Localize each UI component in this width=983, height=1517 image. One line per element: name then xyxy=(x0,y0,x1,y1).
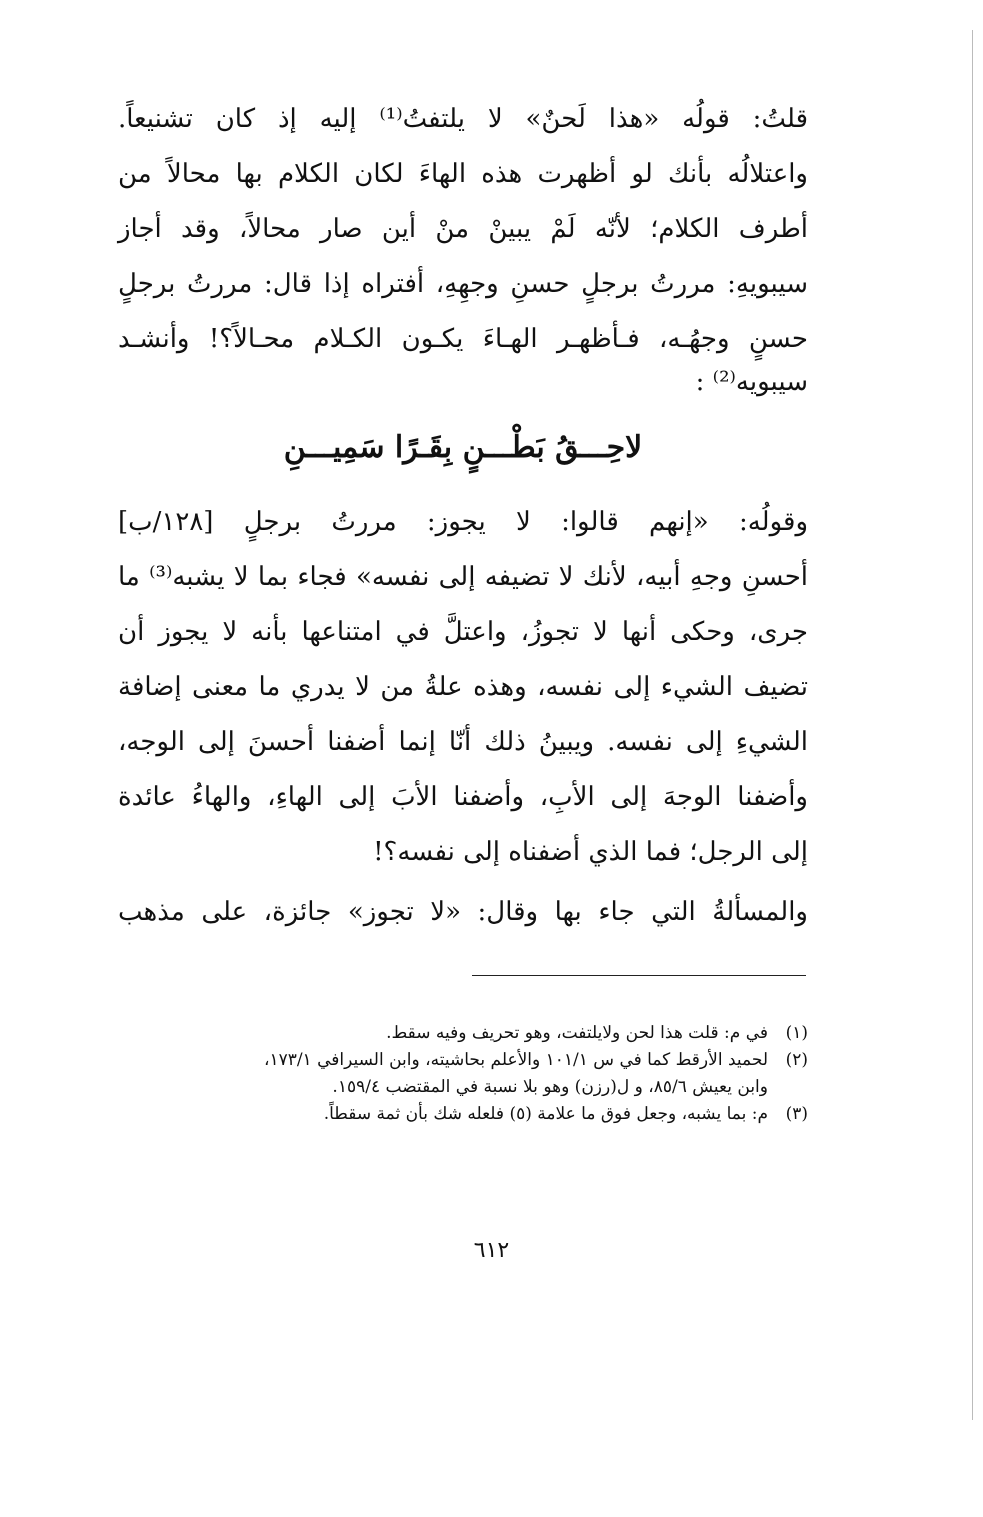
footnote-line: لحميد الأرقط كما في س ١٠١/١ والأعلم بحاشيته، وابن السيرافي ١٧٣/١، xyxy=(263,1050,768,1070)
footnote-line: وابن يعيش ٨٥/٦، و ل(رزن) وهو بلا نسبة في المقتضب ١٥٩/٤. xyxy=(332,1077,768,1097)
footnote-text xyxy=(118,1101,768,1128)
text-line: أطرف الكلام؛ لأنّه لَمْ يبينْ منْ أين صار محالاً، وقد أجاز xyxy=(118,214,808,244)
footnote-number: (٣) xyxy=(785,1104,808,1124)
paragraph-1 xyxy=(118,92,808,397)
text-line: تضيف الشيء إلى نفسه، وهذه علةُ من لا يدري ما معنى إضافة xyxy=(118,672,808,702)
footnote-line: في م: قلت هذا لحن ولايلتفت، وهو تحريف وفيه سقط. xyxy=(386,1023,768,1043)
text-line: سيبويهِ: مررتُ برجلٍ حسنِ وجهِهِ، أفتراه إذا قال: مررتُ برجلٍ xyxy=(118,269,808,299)
footnote-text xyxy=(118,1047,768,1101)
footnotes xyxy=(118,1020,808,1128)
page-number: ٦١٢ xyxy=(473,1238,510,1263)
paragraph-2 xyxy=(118,495,808,880)
footnote-1 xyxy=(118,1020,808,1047)
text-line: قلتُ: قولُه «هذا لَحنٌ» لا يلتفتُ⁽¹⁾ إليه إذ كان تشنيعاً. xyxy=(118,104,809,134)
text-line: جرى، وحكى أنها لا تجوزُ، واعتلَّ في امتناعها بأنه لا يجوز أن xyxy=(118,617,808,647)
poetry-verse: لاحِـــقُ بَطْـــنٍ بِقَـرًا سَمِيـــنِ xyxy=(283,430,643,465)
footnote-3 xyxy=(118,1101,808,1128)
footnote-text xyxy=(118,1020,768,1047)
text-line: وقولُه: «إنهم قالوا: لا يجوز: مررتُ برجلٍ [١٢٨/ب] xyxy=(118,507,808,537)
text-line: واعتلالُه بأنك لو أظهرت هذه الهاءَ لكان الكلام بها محالاً من xyxy=(118,159,808,189)
footnote-number: (٢) xyxy=(785,1050,808,1070)
text-line: والمسألةُ التي جاء بها وقال: «لا تجوز» جائزة، على مذهب xyxy=(118,897,808,927)
text-line: الشيءِ إلى نفسه. ويبينُ ذلك أنّا إنما أضفنا أحسنَ إلى الوجه، xyxy=(118,727,808,757)
text-line: حسنٍ وجهُـه، فـأظهـر الهـاءَ يكـون الكـلام محـالاً؟! وأنشـد xyxy=(118,324,808,354)
text-line: سيبويه⁽²⁾ : xyxy=(695,367,808,397)
page-edge-line xyxy=(972,30,973,1420)
footnote-2 xyxy=(118,1047,808,1101)
paragraph-3 xyxy=(118,885,808,940)
text-line: إلى الرجل؛ فما الذي أضفناه إلى نفسه؟! xyxy=(373,837,808,867)
footnote-number: (١) xyxy=(785,1023,808,1043)
footnote-line: م: بما يشبه، وجعل فوق ما علامة (٥) فلعله شك بأن ثمة سقطاً. xyxy=(323,1104,768,1124)
text-line: أحسنِ وجهِ أبيه، لأنك لا تضيفه إلى نفسه» فجاء بما لا يشبه⁽³⁾ ما xyxy=(118,562,808,592)
text-line: وأضفنا الوجهَ إلى الأبِ، وأضفنا الأبَ إلى الهاءِ، والهاءُ عائدة xyxy=(118,782,808,812)
footnote-separator xyxy=(472,975,806,976)
